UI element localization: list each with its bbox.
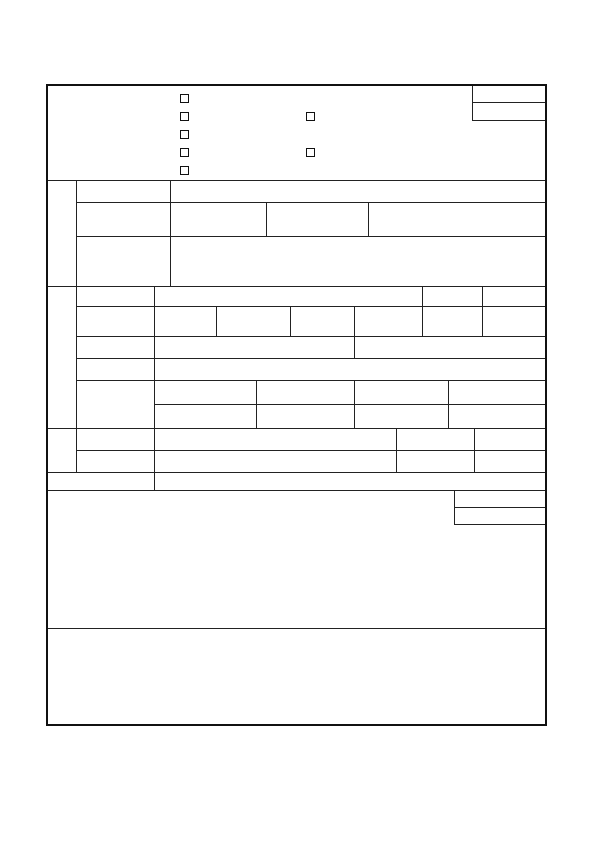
checkbox-7[interactable] (306, 148, 315, 157)
checkbox-5[interactable] (180, 166, 189, 175)
checkbox-3[interactable] (180, 130, 189, 139)
checkbox-4[interactable] (180, 148, 189, 157)
checkbox-6[interactable] (306, 112, 315, 121)
checkbox-2[interactable] (180, 112, 189, 121)
checkbox-1[interactable] (180, 94, 189, 103)
